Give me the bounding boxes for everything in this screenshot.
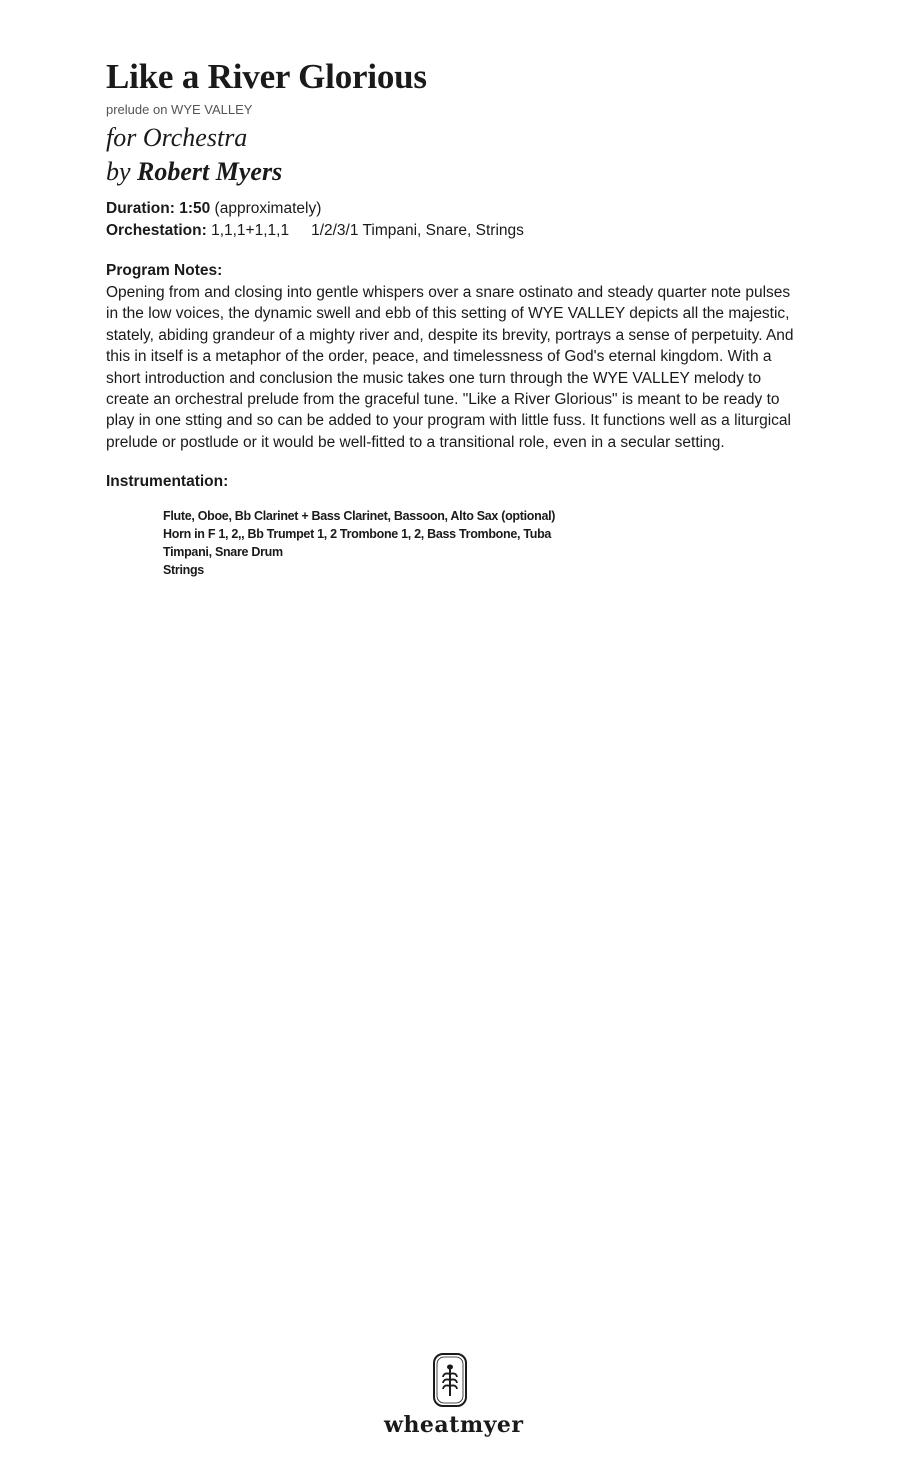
program-notes-heading: Program Notes: — [106, 262, 223, 279]
orchestration-winds: 1,1,1+1,1,1 — [211, 222, 290, 239]
ensemble-line: for Orchestra — [106, 123, 248, 152]
orchestration-row — [106, 220, 806, 242]
document-page — [106, 58, 806, 579]
instrumentation-line: Flute, Oboe, Bb Clarinet + Bass Clarinet, Bassoon, Alto Sax (optional) — [163, 509, 556, 524]
instrumentation-line: Horn in F 1, 2,, Bb Trumpet 1, 2 Trombone 1, 2, Bass Trombone, Tuba — [163, 527, 552, 542]
duration-value: 1:50 — [179, 200, 211, 217]
instrumentation-line: Timpani, Snare Drum — [163, 545, 283, 560]
publisher-name: wheatmyer — [384, 1412, 524, 1438]
instrumentation-list — [163, 507, 806, 579]
program-notes-text: Opening from and closing into gentle whispers over a snare ostinato and steady quarter note pulses in the low voices, the dynamic swell and ebb of this setting of WYE VALLEY depicts all the majestic, stately, abiding grandeur of a mighty river and, despite its brevity, portrays a sense of perpetuity. And this in itself is a metaphor of the order, peace, and timelessness of God's eternal kingdom. With a short introduction and conclusion the music takes one turn through the WYE VALLEY melody to create an orchestral prelude from the graceful tune. "Like a River Glorious" is meant to be ready to play in one stting and so can be added to your program with little fuss. It functions well as a liturgical prelude or postlude or it would be well-fitted to a transitional role, even in a secular setting. — [106, 284, 794, 451]
publisher-logo — [384, 1352, 524, 1438]
orchestration-rest: 1/2/3/1 Timpani, Snare, Strings — [311, 222, 524, 239]
piece-subtitle: prelude on WYE VALLEY — [106, 102, 253, 117]
by-prefix: by — [106, 157, 131, 186]
wheat-emblem-icon — [432, 1352, 468, 1408]
composer-name: Robert Myers — [137, 157, 283, 186]
duration-row — [106, 198, 806, 220]
piece-title: Like a River Glorious — [106, 57, 427, 96]
instrumentation-line: Strings — [163, 563, 204, 578]
instrumentation-heading: Instrumentation: — [106, 473, 229, 491]
duration-note: (approximately) — [214, 200, 322, 217]
composer-line — [106, 156, 806, 188]
duration-label: Duration: — [106, 200, 175, 217]
orchestration-label: Orchestation: — [106, 222, 207, 239]
piece-details — [106, 198, 806, 242]
